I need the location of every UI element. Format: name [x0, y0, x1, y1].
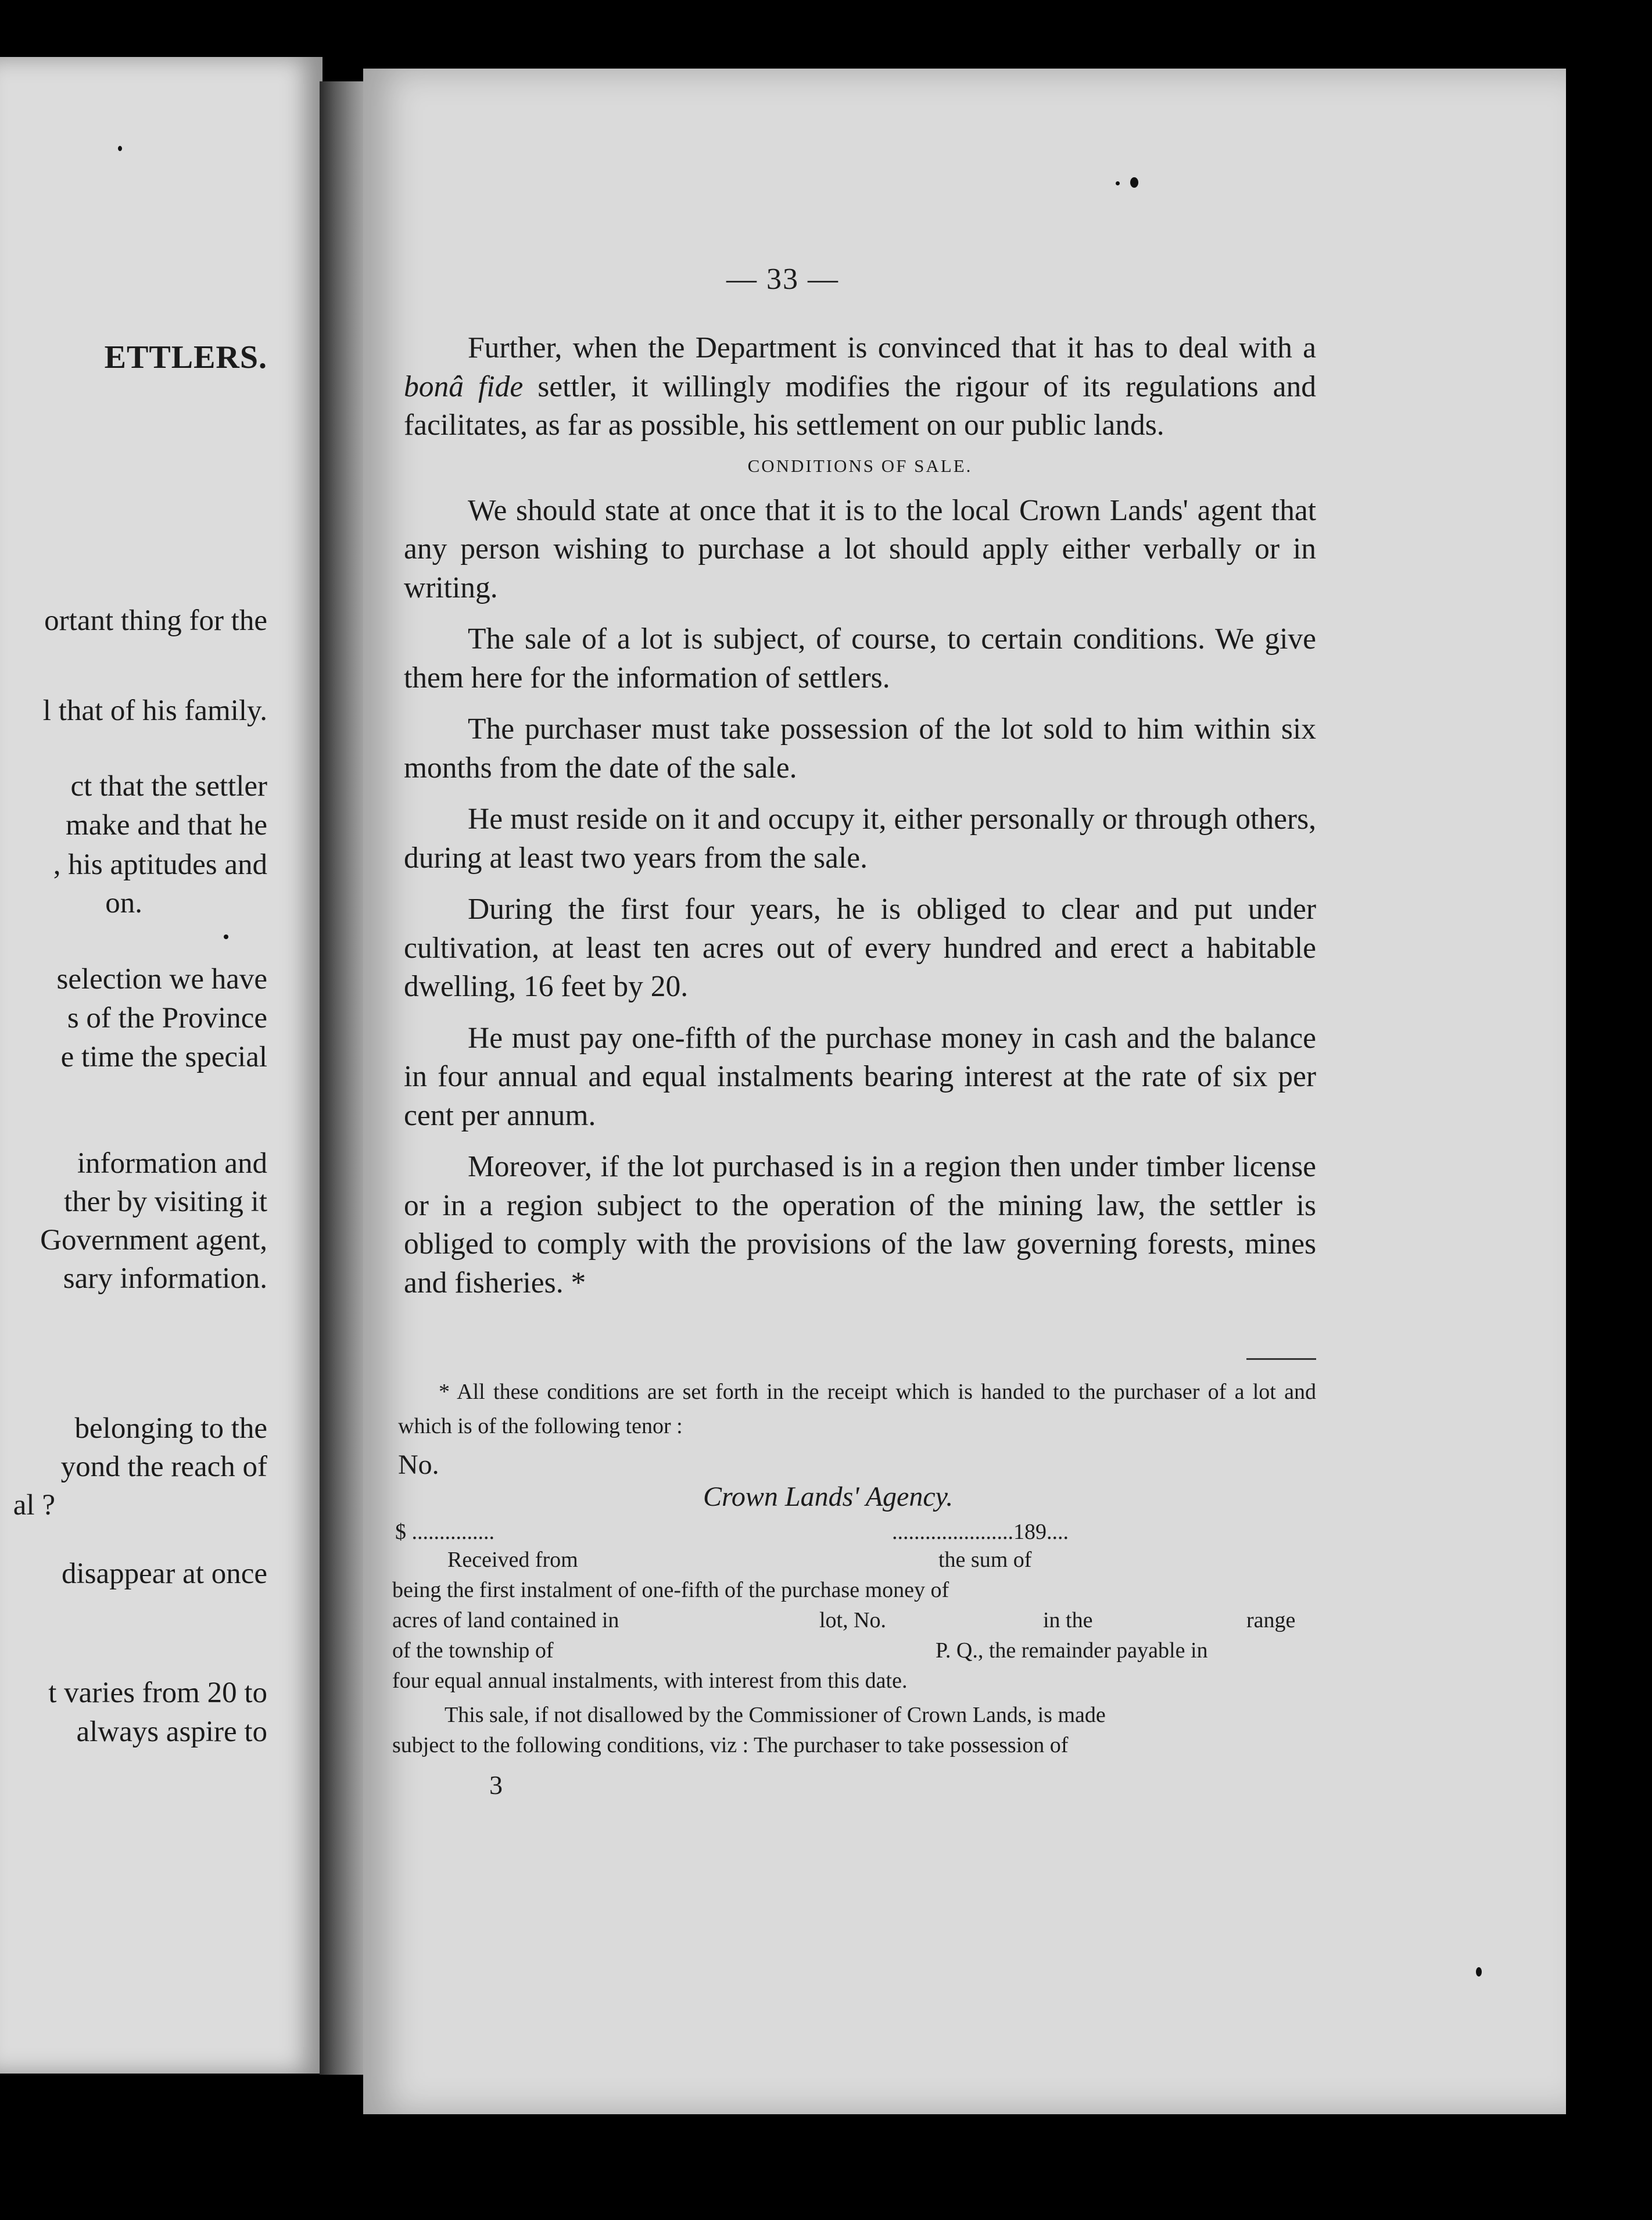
left-page-line: on.: [105, 887, 142, 919]
left-page-line: , his aptitudes and: [53, 848, 267, 881]
left-page-line: ortant thing for the: [44, 604, 267, 637]
paragraph: The sale of a lot is subject, of course, to certain conditions. We give them here for the information of settlers.: [404, 622, 1316, 694]
receipt-form: [392, 1450, 1322, 1810]
left-page-line: al ?: [13, 1489, 55, 1521]
left-page-line: belonging to the: [74, 1412, 267, 1445]
paragraph: [404, 329, 1316, 445]
receipt-line: This sale, if not disallowed by the Commissioner of Crown Lands, is made: [445, 1703, 1106, 1727]
scan-speck: [1116, 181, 1120, 185]
italic-term: bonâ fide: [404, 370, 524, 403]
page-number: — 33 —: [726, 263, 839, 296]
footnote-rule: [1246, 1358, 1316, 1360]
left-page-line: yond the reach of: [60, 1451, 267, 1483]
receipt-date-line: ......................189....: [892, 1520, 1069, 1544]
scan-speck: [1130, 177, 1138, 188]
body-text: [404, 329, 1316, 1315]
receipt-agency-title: Crown Lands' Agency.: [703, 1481, 954, 1512]
left-page-line: e time the special: [60, 1041, 267, 1073]
receipt-township: of the township of: [392, 1638, 554, 1663]
left-page-line: l that of his family.: [42, 694, 267, 727]
left-page-line: ther by visiting it: [64, 1186, 267, 1218]
paragraph-text: Further, when the Department is convinced that it has to deal with a: [468, 331, 1316, 364]
left-page-line: information and: [77, 1147, 267, 1180]
footnote-text: * All these conditions are set forth in the receipt which is handed to the purchaser of a lot and which is of the following tenor :: [398, 1380, 1316, 1438]
receipt-line: being the first instalment of one-fifth of the purchase money of: [392, 1578, 949, 1602]
receipt-range: range: [1246, 1608, 1296, 1632]
paragraph: He must pay one-fifth of the purchase money in cash and the balance in four annual and equal instalments bearing interest at the rate of six per cent per annum.: [404, 1021, 1316, 1132]
receipt-line: four equal annual instalments, with interest from this date.: [392, 1668, 908, 1693]
left-page-line: s of the Province: [67, 1002, 267, 1034]
paragraph: We should state at once that it is to the local Crown Lands' agent that any person wishing to purchase a lot should apply either verbally or in writing.: [404, 493, 1316, 604]
left-page-line: ct that the settler: [70, 770, 267, 803]
left-page: [0, 57, 322, 2074]
footnote: [398, 1375, 1316, 1444]
scan-speck: [1476, 1967, 1482, 1976]
left-page-line: t varies from 20 to: [48, 1677, 267, 1709]
scan-speck: [118, 146, 122, 151]
left-page-line: disappear at once: [62, 1557, 267, 1590]
signature-mark: 3: [489, 1770, 503, 1800]
paragraph-text: settler, it willingly modifies the rigour of its regulations and facilitates, as far as possible, his settlement on our public lands.: [404, 370, 1317, 442]
receipt-in-the: in the: [1043, 1608, 1093, 1632]
paragraph: He must reside on it and occupy it, either personally or through others, during at least two years from the sale.: [404, 803, 1316, 875]
receipt-amount-line: $ ...............: [395, 1520, 494, 1544]
left-page-line: ETTLERS.: [104, 339, 267, 375]
paragraph: The purchaser must take possession of the lot sold to him within six months from the date of the sale.: [404, 712, 1316, 785]
receipt-pq: P. Q., the remainder payable in: [936, 1638, 1208, 1663]
receipt-received-from: Received from: [447, 1548, 578, 1572]
section-heading: CONDITIONS OF SALE.: [747, 455, 973, 476]
left-page-line: always aspire to: [76, 1716, 267, 1748]
paragraph: During the first four years, he is obliged to clear and put under cultivation, at least ten acres out of every hundred and erect a habitable dwelling, 16 feet by 20.: [404, 893, 1316, 1003]
receipt-lot-no: lot, No.: [819, 1608, 887, 1632]
receipt-line: subject to the following conditions, viz : The purchaser to take possession of: [392, 1733, 1069, 1757]
left-page-line: sary information.: [63, 1262, 267, 1295]
left-page-line: make and that he: [66, 809, 267, 842]
left-page-line: selection we have: [56, 963, 267, 996]
receipt-number-label: No.: [398, 1449, 439, 1480]
receipt-acres: acres of land contained in: [392, 1608, 619, 1632]
scan-speck: [224, 934, 228, 939]
receipt-sum-of: the sum of: [938, 1548, 1032, 1572]
paragraph: Moreover, if the lot purchased is in a region then under timber license or in a region subject to the operation of the mining law, the settler is obliged to comply with the provisions of the law governing forests, mines and fisheries. *: [404, 1150, 1316, 1299]
left-page-line: Government agent,: [40, 1224, 267, 1256]
